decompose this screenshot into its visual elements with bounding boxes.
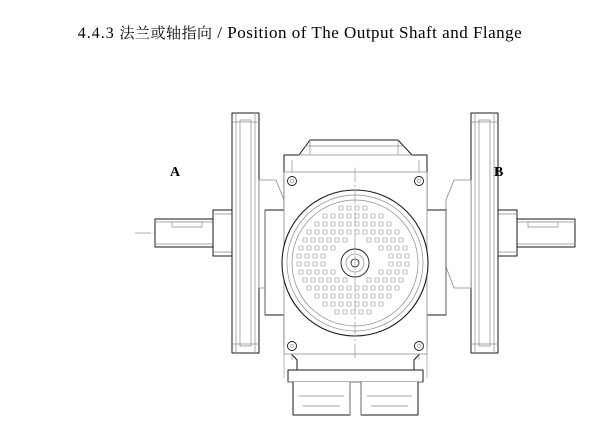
left-mounting-flange	[232, 113, 259, 353]
title-separator: /	[217, 23, 228, 42]
title-number: 4.4.3	[77, 25, 115, 42]
left-output-shaft	[155, 210, 232, 256]
label-b: B	[494, 165, 504, 180]
label-a: A	[170, 165, 181, 180]
right-housing-transition	[446, 180, 471, 288]
title-chinese: 法兰或轴指向	[119, 24, 213, 42]
page-title	[0, 22, 600, 43]
technical-drawing	[0, 60, 600, 431]
right-mounting-flange	[471, 113, 498, 353]
gearbox-base-feet	[288, 370, 423, 415]
gearbox-svg	[0, 60, 600, 431]
title-english: Position of The Output Shaft and Flange	[227, 23, 523, 42]
right-output-shaft	[498, 210, 575, 256]
